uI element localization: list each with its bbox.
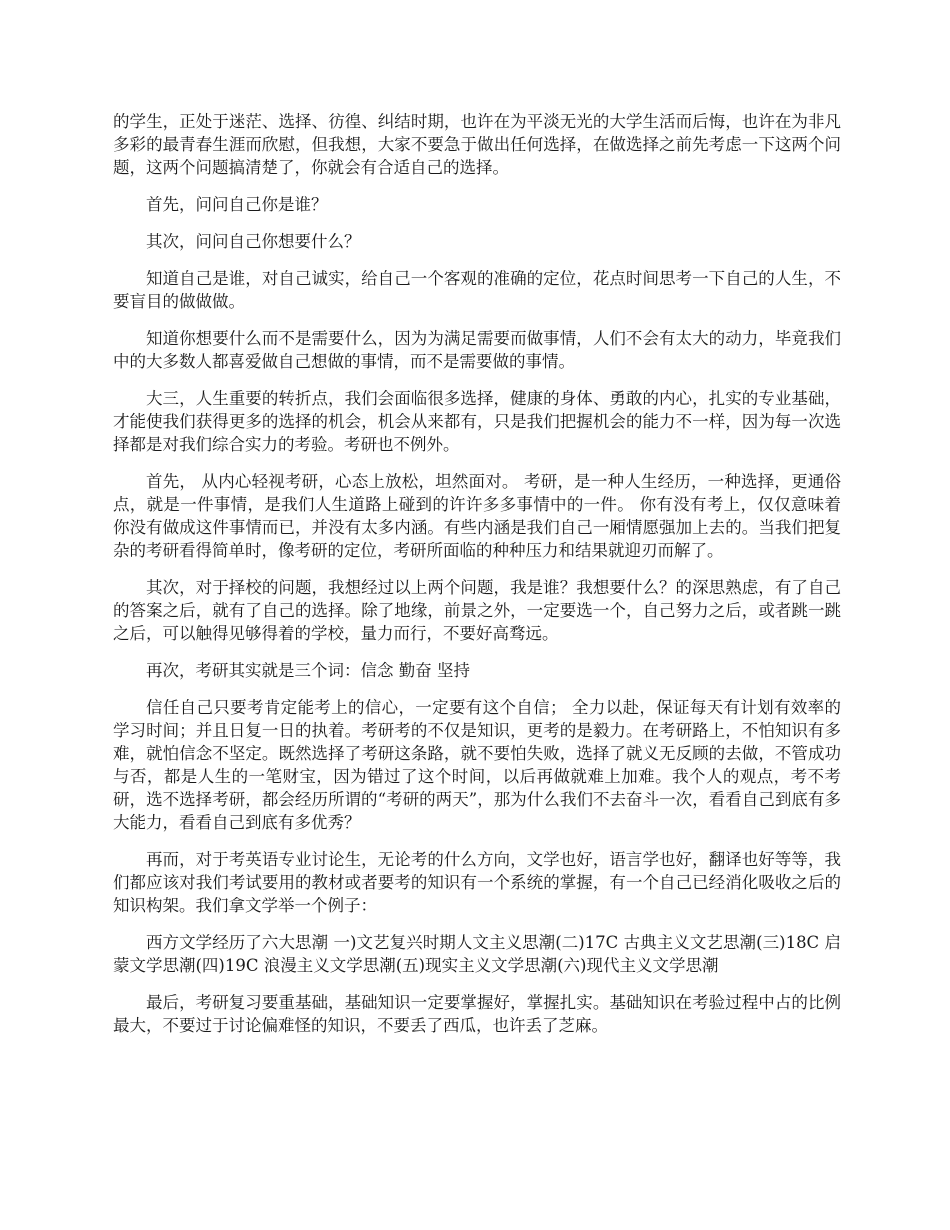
paragraph: 再次，考研其实就是三个词：信念 勤奋 坚持: [146, 661, 470, 680]
paragraph: 其次，对于择校的问题，我想经过以上两个问题，我是谁？我想要什么？的深思熟虑，有了自己的答案之后，就有了自己的选择。除了地缘，前景之外，一定要选一个，自己努力之后，或者跳一跳之后，可以触得见够得着的学校，量力而行，不要好高骛远。: [113, 578, 841, 643]
paragraph: 其次，问问自己你想要什么？: [146, 232, 361, 251]
paragraph: 信任自己只要考肯定能考上的信心，一定要有这个自信； 全力以赴，保证每天有计划有效率的学习时间；并且日复一日的执着。考研考的不仅是知识，更考的是毅力。在考研路上，不怕知识有多难，就怕信念不坚定。既然选择了考研这条路，就不要怕失败，选择了就义无反顾的去做，不管成功与否，都是人生的一笔财宝，因为错过了这个时间，以后再做就难上加难。我个人的观点，考不考研，选不选择考研，都会经历所谓的“考研的两天”，那为什么我们不去奋斗一次，看看自己到底有多大能力，看看自己到底有多优秀？: [113, 698, 841, 832]
paragraph: 知道自己是谁，对自己诚实，给自己一个客观的准确的定位，花点时间思考一下自己的人生，不要盲目的做做做。: [113, 269, 841, 311]
paragraph: 最后，考研复习要重基础，基础知识一定要掌握好，掌握扎实。基础知识在考验过程中占的比例最大，不要过于讨论偏难怪的知识，不要丢了西瓜，也许丢了芝麻。: [113, 993, 841, 1035]
paragraph: 大三，人生重要的转折点，我们会面临很多选择，健康的身体、勇敢的内心，扎实的专业基础，才能使我们获得更多的选择的机会，机会从来都有，只是我们把握机会的能力不一样，因为每一次选择都是对我们综合实力的考验。考研也不例外。: [113, 389, 841, 454]
paragraph: 知道你想要什么而不是需要什么，因为为满足需要而做事情，人们不会有太大的动力，毕竟我们中的大多数人都喜爱做自己想做的事情，而不是需要做的事情。: [113, 329, 841, 371]
document-body: [113, 110, 841, 1051]
paragraph: 再而，对于考英语专业讨论生，无论考的什么方向，文学也好，语言学也好，翻译也好等等，我们都应该对我们考试要用的教材或者要考的知识有一个系统的掌握，有一个自己已经消化吸收之后的知识构架。我们拿文学举一个例子：: [113, 850, 841, 915]
paragraph: 首先，问问自己你是谁？: [146, 195, 328, 214]
paragraph: 的学生，正处于迷茫、选择、彷徨、纠结时期，也许在为平淡无光的大学生活而后悔，也许在为非凡多彩的最青春生涯而欣慰，但我想，大家不要急于做出任何选择，在做选择之前先考虑一下这两个问题，这两个问题搞清楚了，你就会有合适自己的选择。: [113, 112, 841, 177]
paragraph: 首先， 从内心轻视考研，心态上放松，坦然面对。 考研，是一种人生经历，一种选择，更通俗点，就是一件事情，是我们人生道路上碰到的许许多多事情中的一件。 你有没有考上，仅仅意味着你没有做成这件事情而已，并没有太多内涵。有些内涵是我们自己一厢情愿强加上去的。当我们把复杂的考研看得简单时，像考研的定位，考研所面临的种种压力和结果就迎刃而解了。: [113, 472, 841, 560]
paragraph: 西方文学经历了六大思潮 一)文艺复兴时期人文主义思潮(二)17C 古典主义文艺思潮(三)18C 启蒙文学思潮(四)19C 浪漫主义文学思潮(五)现实主义文学思潮(六)现代主义文学思潮: [113, 933, 841, 975]
